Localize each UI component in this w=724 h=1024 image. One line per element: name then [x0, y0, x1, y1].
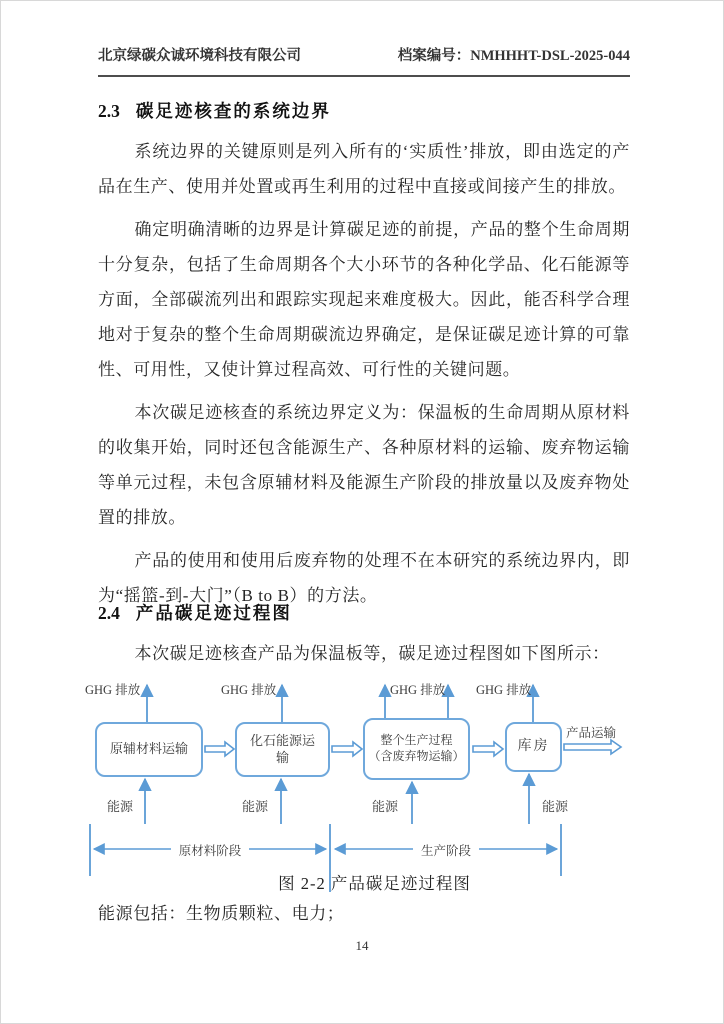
flow-box-raw-material-transport — [95, 722, 203, 777]
section-title: 产品碳足迹过程图 — [135, 603, 292, 623]
flow-box-fossil-energy-transport — [235, 722, 330, 777]
archive-value: NMHHHT-DSL-2025-044 — [470, 48, 630, 64]
archive-label: 档案编号： — [397, 48, 471, 64]
energy-label: 能源 — [107, 799, 134, 814]
phase-label-raw-material — [150, 841, 270, 859]
paragraph: 产品的使用和使用后废弃物的处理不在本研究的系统边界内，即为“摇篮-到-大门”（B to B）的方法。 — [98, 551, 630, 605]
product-transport-label: 产品运输 — [566, 726, 617, 740]
ghg-label: GHG 排放 — [221, 683, 277, 697]
ghg-label: GHG 排放 — [390, 683, 446, 697]
flow-box-label: 整个生产过程 — [380, 733, 453, 748]
section-heading — [98, 96, 630, 126]
energy-label: 能源 — [372, 799, 399, 814]
section-2-3 — [98, 96, 630, 613]
phase-label-text: 生产阶段 — [413, 844, 479, 858]
flow-box-production-process — [363, 718, 470, 780]
section-title: 碳足迹核查的系统边界 — [135, 101, 331, 121]
page-number: 14 — [355, 938, 369, 953]
flow-box-label: 库房 — [517, 738, 550, 754]
flow-box-warehouse — [505, 722, 562, 772]
ghg-label: GHG 排放 — [85, 683, 141, 697]
archive-number — [398, 44, 630, 65]
flow-arrow — [473, 742, 503, 756]
paragraph: 系统边界的关键原则是列入所有的‘实质性’排放，即由选定的产品在生产、使用并处置或再生利用的过程中直接或间接产生的排放。 — [98, 142, 630, 196]
flow-arrow — [332, 742, 362, 756]
flow-box-label: 化石能源运输 — [249, 732, 315, 765]
energy-label: 能源 — [242, 799, 269, 814]
company-name: 北京绿碳众诚环境科技有限公司 — [98, 48, 301, 64]
section-number: 2.3 — [98, 101, 120, 121]
phase-label-text: 原材料阶段 — [171, 844, 250, 858]
paragraph: 本次碳足迹核查产品为保温板等，碳足迹过程图如下图所示： — [134, 644, 610, 663]
flow-box-label: 原辅材料运输 — [109, 741, 188, 757]
energy-note: 能源包括：生物质颗粒、电力； — [98, 904, 345, 923]
figure-caption: 图 2-2 产品碳足迹过程图 — [278, 874, 471, 893]
diagram-lines — [58, 672, 643, 902]
paragraph: 确定明确清晰的边界是计算碳足迹的前提，产品的整个生命周期十分复杂，包括了生命周期各个大小环节的各种化学品、化石能源等方面，全部碳流列出和跟踪实现起来难度极大。因此，能否科学合理地对于复杂的整个生命周期碳流边界确定，是保证碳足迹计算的可靠性、可用性，又使计算过程高效、可行性的关键问题。 — [98, 220, 630, 379]
paragraph: 本次碳足迹核查的系统边界定义为：保温板的生命周期从原材料的收集开始，同时还包含能源生产、各种原材料的运输、废弃物运输等单元过程，未包含原辅材料及能源生产阶段的排放量以及废弃物处置的排放。 — [98, 403, 630, 527]
page-header — [98, 44, 630, 77]
flow-arrow — [205, 742, 234, 756]
energy-label: 能源 — [542, 799, 569, 814]
phase-label-production — [386, 841, 506, 859]
section-number: 2.4 — [98, 603, 120, 623]
flow-box-label: （含废弃物运输） — [368, 749, 465, 763]
section-2-4 — [98, 598, 630, 671]
product-transport-arrow — [564, 740, 621, 754]
energy-arrows — [145, 774, 529, 824]
process-diagram — [58, 672, 643, 902]
ghg-label: GHG 排放 — [476, 683, 532, 697]
section-heading — [98, 598, 630, 628]
